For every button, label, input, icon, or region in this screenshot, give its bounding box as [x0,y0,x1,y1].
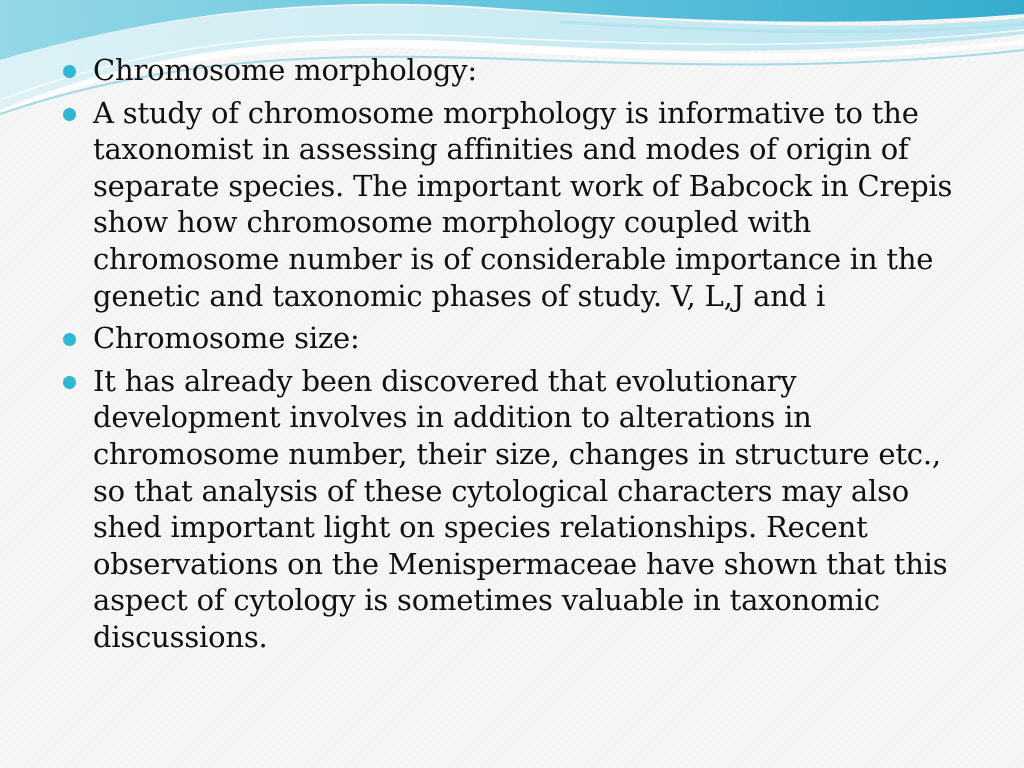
bullet-item [58,363,958,656]
slide-body [58,52,958,692]
bullet-icon [63,376,76,389]
bullet-text: Chromosome morphology: [93,53,477,87]
bullet-icon [63,65,76,78]
bullet-text: A study of chromosome morphology is informative to the taxonomist in assessing affinities and modes of origin of separate species. The important work of Babcock in Crepis show how chromosome morphology coupled with chromosome number is of considerable importance in the genetic and taxonomic phases of study. V, L,J and i [93,95,953,313]
bullet-item [58,52,958,89]
bullet-icon [63,333,76,346]
bullet-item [58,95,958,315]
bullet-text: Chromosome size: [93,321,360,356]
bullet-item [58,320,958,357]
bullet-list [58,52,958,656]
bullet-text: It has already been discovered that evolutionary development involves in addition to alterations in chromosome number, their size, changes in structure etc., so that analysis of these cytological characters may also shed important light on species relationships. Recent observations on the Menispermaceae have shown that this aspect of cytology is sometimes valuable in taxonomic discussions. [93,363,948,654]
bullet-icon [63,108,76,121]
